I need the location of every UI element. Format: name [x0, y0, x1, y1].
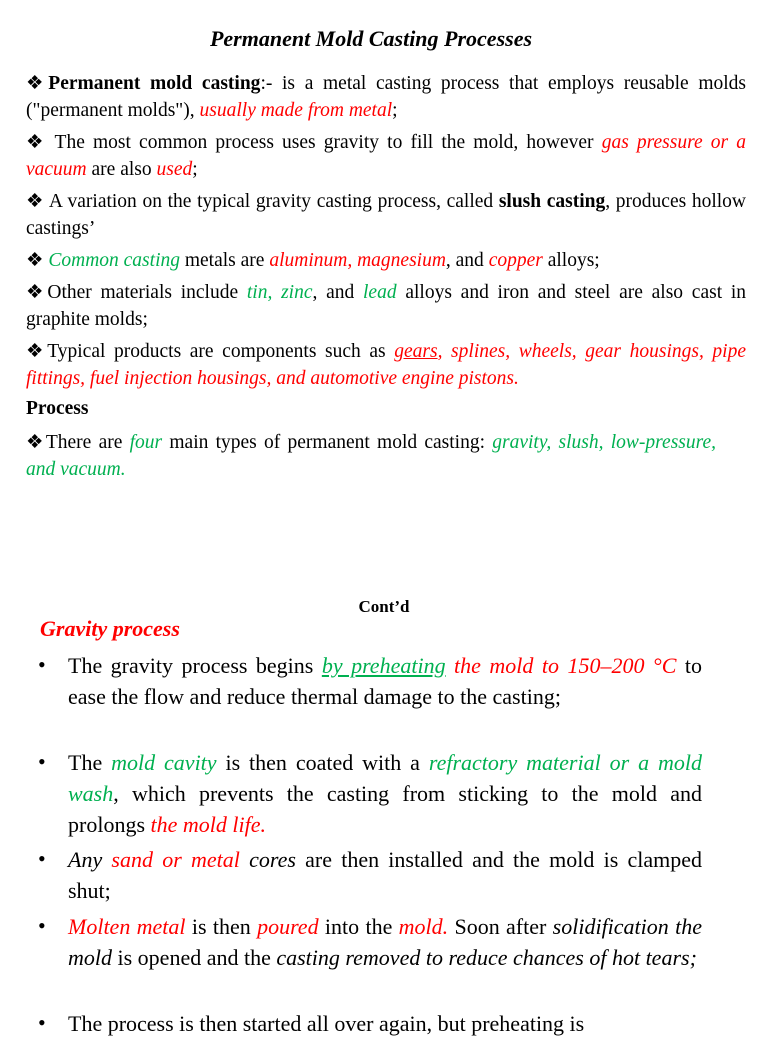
diamond-bullet-icon: ❖: [26, 191, 45, 212]
bullet-dot-icon: •: [38, 846, 46, 871]
paragraph-main-types: ❖There are four main types of permanent mold casting: gravity, slush, low-pressure, and vacuum.: [26, 432, 717, 480]
paragraph-definition: ❖Permanent mold casting:- is a metal casting process that employs reusable molds ("permanent molds"), usually made from metal;: [26, 73, 747, 121]
diamond-bullet-icon: ❖: [26, 73, 49, 94]
diamond-bullet-icon: ❖: [26, 341, 48, 362]
paragraph-typical-products: ❖Typical products are components such as gears, splines, wheels, gear housings, pipe fittings, fuel injection housings, and automotive engine pistons.: [26, 341, 747, 389]
paragraph-common-metals: ❖ Common casting metals are aluminum, magnesium, and copper alloys;: [26, 250, 600, 271]
bullet-cores: Any sand or metal cores are then installed and the mold is clamped shut;: [68, 847, 702, 903]
diamond-bullet-icon: ❖: [26, 432, 46, 453]
page-title: Permanent Mold Casting Processes: [209, 26, 533, 51]
bullet-process-restart: The process is then started all over again, but preheating is: [68, 1011, 585, 1036]
contd-label: Cont’d: [358, 597, 410, 616]
diamond-bullet-icon: ❖: [26, 132, 47, 153]
slide-gravity-process: [0, 540, 768, 1036]
paragraph-slush-casting: ❖ A variation on the typical gravity casting process, called slush casting, produces hollow castings’: [26, 191, 747, 239]
bullet-molten-metal: Molten metal is then poured into the mold. Soon after solidification the mold is opened and the casting removed to reduce chances of hot tears;: [68, 914, 702, 970]
bullet-dot-icon: •: [38, 652, 46, 677]
bullet-mold-cavity: The mold cavity is then coated with a refractory material or a mold wash, which prevents the casting from sticking to the mold and prolongs the mold life.: [68, 750, 702, 837]
gravity-process-heading: Gravity process: [40, 616, 180, 641]
paragraph-gravity-common: ❖ The most common process uses gravity to fill the mold, however gas pressure or a vacuum are also used;: [26, 132, 746, 180]
process-heading: Process: [26, 398, 89, 419]
diamond-bullet-icon: ❖: [26, 250, 44, 271]
bullet-dot-icon: •: [38, 1010, 46, 1035]
bullet-preheating: The gravity process begins by preheating the mold to 150–200 °C to ease the flow and reduce thermal damage to the casting;: [68, 653, 702, 709]
bullet-dot-icon: •: [38, 913, 46, 938]
diamond-bullet-icon: ❖: [26, 282, 48, 303]
paragraph-other-materials: ❖Other materials include tin, zinc, and lead alloys and iron and steel are also cast in graphite molds;: [26, 282, 747, 330]
bullet-dot-icon: •: [38, 749, 46, 774]
slide-permanent-mold-casting: [0, 0, 768, 500]
